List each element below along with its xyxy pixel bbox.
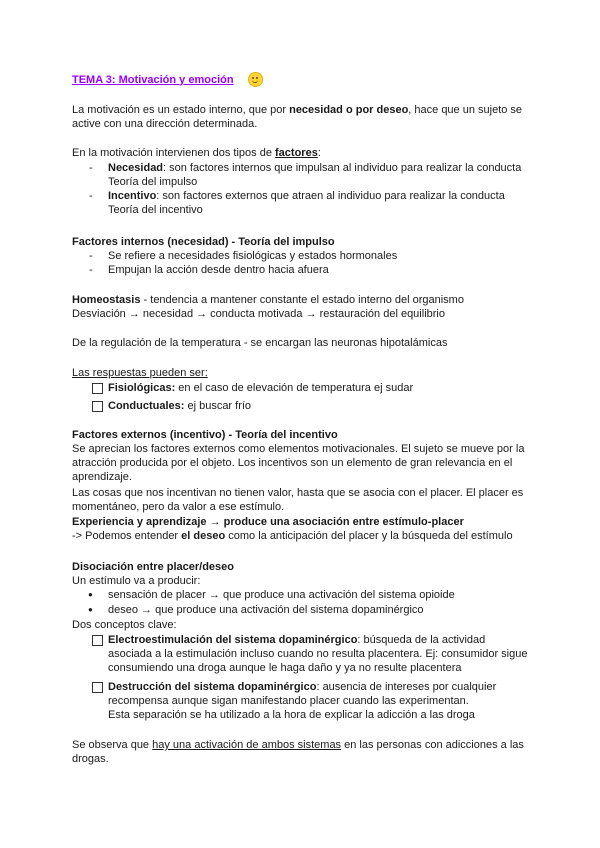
homeostasis-text: - tendencia a mantener constante el estado interno del organismo <box>140 294 464 306</box>
factores-word: factores <box>275 147 318 159</box>
concepto-term: Electroestimulación del sistema dopaminérgico <box>108 634 358 646</box>
deseo-bold: el deseo <box>181 530 226 542</box>
conclusion-underlined: hay una activación de ambos sistemas <box>152 739 342 751</box>
conceptos-list <box>72 633 532 722</box>
externos-heading-text: Factores externos (incentivo) - Teoría del incentivo <box>72 429 338 441</box>
respuestas-list <box>72 381 532 413</box>
homeostasis-paragraph <box>72 293 532 321</box>
externos-bold-line: Experiencia y aprendizaje → produce una asociación entre estímulo-placer <box>72 516 464 528</box>
list-item <box>72 161 532 189</box>
conclusion-paragraph <box>72 738 532 766</box>
homeostasis-term: Homeostasis <box>72 294 141 306</box>
list-item <box>72 381 532 399</box>
smiley-face-icon <box>248 72 263 87</box>
factores-list <box>72 161 532 217</box>
externos-paragraph-4 <box>72 529 532 543</box>
externos-paragraph-3 <box>72 515 532 529</box>
list-item <box>72 189 532 217</box>
list-item: ● deseo → que produce una activación del sistema dopaminérgico <box>72 603 532 617</box>
conclusion-pre: Se observa que <box>72 739 153 751</box>
list-item: - Empujan la acción desde dentro hacia afuera <box>72 263 532 277</box>
disociacion-list <box>72 588 532 617</box>
homeostasis-line2: Desviación → necesidad → conducta motivada → restauración del equilibrio <box>72 308 445 320</box>
deseo-post: como la anticipación del placer y la búsqueda del estímulo <box>225 530 513 542</box>
factor-text: : son factores externos que atraen al individuo para realizar la conducta <box>156 190 505 202</box>
internos-heading-text: Factores internos (necesidad) - Teoría del impulso <box>72 236 335 248</box>
checkbox-icon[interactable] <box>92 635 103 646</box>
internos-list <box>72 249 532 277</box>
list-item <box>72 399 532 413</box>
conclusion-post: en las personas con adicciones a las drogas. <box>72 739 524 765</box>
temperatura-paragraph: De la regulación de la temperatura - se encargan las neuronas hipotalámicas <box>72 337 448 349</box>
concepto-term: Destrucción del sistema dopaminérgico <box>108 681 317 693</box>
intro-paragraph <box>72 103 532 131</box>
conceptos-intro: Dos conceptos clave: <box>72 619 177 631</box>
concepto-text: : ausencia de intereses por cualquier recompensa aunque sigan manifestando placer cuando las experimentan. <box>108 681 497 707</box>
concepto-extra: Esta separación se ha utilizado a la hora de explicar la adicción a las droga <box>108 709 475 721</box>
deseo-pre: -> Podemos entender <box>72 530 182 542</box>
factor-term: Incentivo <box>108 190 157 202</box>
factores-intro <box>72 146 532 160</box>
list-item: - Se refiere a necesidades fisiológicas y estados hormonales <box>72 249 532 263</box>
checkbox-icon[interactable] <box>92 682 103 693</box>
list-item <box>72 633 532 680</box>
factor-subtext: Teoría del incentivo <box>108 204 203 216</box>
checkbox-icon[interactable] <box>92 383 103 394</box>
respuestas-heading-text: Las respuestas pueden ser: <box>72 367 208 379</box>
intro-text-end: , hace que un sujeto se active con una dirección determinada. <box>72 104 523 130</box>
list-item: ● sensación de placer → que produce una activación del sistema opioide <box>72 588 532 603</box>
factor-text: : son factores internos que impulsan al individuo para realizar la conducta <box>163 162 522 174</box>
section-heading-disociacion <box>72 560 532 574</box>
factor-subtext: Teoría del impulso <box>108 176 198 188</box>
concepto-text: : búsqueda de la actividad asociada a la estimulación incluso cuando no resulta placentera. Ej: consumidor sigue consumiendo una droga aunque le haga daño y ya no resulte placentera <box>108 634 528 674</box>
externos-paragraph-2: Las cosas que nos incentivan no tienen valor, hasta que se asocia con el placer. El placer es momentáneo, pero da valor a ese estímulo. <box>72 487 524 513</box>
respuestas-heading <box>72 366 532 380</box>
page-title: TEMA 3: Motivación y emoción <box>72 73 234 86</box>
factores-colon: : <box>317 147 321 159</box>
respuesta-term: Conductuales: <box>108 400 185 412</box>
section-heading-internos <box>72 235 532 249</box>
disociacion-heading-text: Disociación entre placer/deseo <box>72 561 235 573</box>
respuesta-text: ej buscar frío <box>184 400 252 412</box>
respuesta-term: Fisiológicas: <box>108 382 176 394</box>
externos-paragraph-1: Se aprecian los factores externos como elementos motivacionales. El sujeto se mueve por la atracción producida por el objeto. Los incentivos son un elemento de gran relevancia en el aprendizaje. <box>72 443 525 483</box>
disociacion-intro: Un estímulo va a producir: <box>72 575 201 587</box>
factores-intro-text: En la motivación intervienen dos tipos de <box>72 147 276 159</box>
list-item <box>72 680 532 722</box>
intro-text: La motivación es un estado interno, que por <box>72 104 290 116</box>
intro-bold: necesidad o por deseo <box>289 104 409 116</box>
respuesta-text: en el caso de elevación de temperatura ej sudar <box>175 382 414 394</box>
factor-term: Necesidad <box>108 162 164 174</box>
section-heading-externos <box>72 428 532 442</box>
title-row <box>72 72 532 87</box>
checkbox-icon[interactable] <box>92 401 103 412</box>
